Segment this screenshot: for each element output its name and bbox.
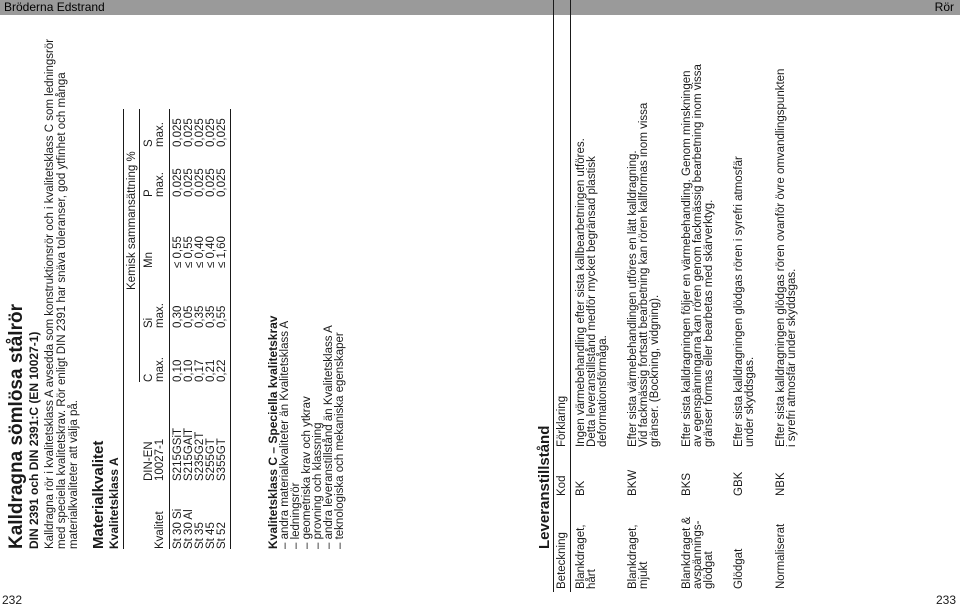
table-cell: 0,10 bbox=[183, 359, 195, 382]
table-cell: S215GAlT bbox=[183, 427, 195, 481]
table-cell: 0,10 bbox=[172, 359, 184, 382]
table-cell: 0,55 bbox=[216, 305, 228, 328]
kod-cell: BKW bbox=[627, 469, 639, 496]
table-cell: 0,025 bbox=[183, 168, 195, 197]
col-header-din-en: DIN-EN bbox=[143, 441, 155, 481]
col-header-c-max: max. bbox=[154, 357, 166, 382]
beteckning-cell: Blankdraget & bbox=[681, 516, 693, 589]
beteckning-cell: avspännings- bbox=[692, 520, 704, 589]
page-header-bar bbox=[0, 0, 960, 15]
table-cell: ≤ 0,55 bbox=[183, 236, 195, 268]
table-cell: St 45 bbox=[205, 522, 217, 549]
forklaring-cell: Efter sista kalldragningen följer en värmebehandling. Genom minskningen bbox=[681, 70, 693, 447]
table-cell: 0,025 bbox=[216, 118, 228, 147]
rotated-document-page bbox=[2, 17, 948, 592]
table-cell: 0,025 bbox=[194, 118, 206, 147]
kod-cell: GBK bbox=[733, 471, 745, 496]
table-cell: 0,35 bbox=[194, 305, 206, 328]
table-cell: 0,17 bbox=[194, 359, 206, 382]
table-cell: St 30 Al bbox=[183, 509, 195, 549]
list-item: – andra materialkvaliteter än Kvalitetsklass A bbox=[279, 320, 291, 549]
table-cell: ≤ 0,40 bbox=[205, 236, 217, 268]
intro-line-3: materialkvaliteter att välja på. bbox=[68, 400, 80, 549]
col-header-kod: Kod bbox=[556, 475, 568, 496]
beteckning-cell: hårt bbox=[586, 569, 598, 589]
table-cell: 0,22 bbox=[216, 359, 228, 382]
forklaring-cell: deformationsförmåga. bbox=[597, 335, 609, 447]
table-cell: S355GT bbox=[216, 438, 228, 481]
table-cell: St 35 bbox=[194, 522, 206, 549]
table-cell: 0,025 bbox=[172, 118, 184, 147]
kvalitetsklass-c-heading: Kvalitetsklass C – Speciella kvalitetskrav bbox=[266, 315, 280, 549]
forklaring-cell: gränser. (Bockning, vidgning). bbox=[649, 294, 661, 447]
forklaring-cell: Efter sista värmebehandlingen utföres en lätt kalldragning. bbox=[627, 150, 639, 447]
col-header-s-max: max. bbox=[154, 122, 166, 147]
leveranstillstand-heading: Leveranstillstånd bbox=[536, 425, 553, 549]
list-item: – ledningsrör bbox=[290, 482, 302, 549]
header-right-text: Rör bbox=[934, 0, 954, 14]
col-header-s: S bbox=[143, 139, 155, 147]
table-cell: ≤ 1,60 bbox=[216, 236, 228, 268]
col-header-beteckning: Beteckning bbox=[556, 532, 568, 589]
materialkvalitet-heading: Materialkvalitet bbox=[90, 440, 107, 549]
intro-line-1: Kalldragna rör i kvalitetsklass A avsedda som konstruktionsrör och i kvalitetsklass C som ledningsrör bbox=[44, 38, 56, 549]
table-cell: 0,21 bbox=[205, 359, 217, 382]
table-bottom-rule bbox=[230, 109, 231, 549]
kod-cell: NBK bbox=[775, 472, 787, 496]
forklaring-cell: Efter sista kalldragningen glödgas rören ovanför övre omvandlingspunkten bbox=[775, 68, 787, 447]
forklaring-cell: Detta leveranstillstånd medför mycket begränsad plastisk bbox=[586, 156, 598, 447]
kod-cell: BKS bbox=[681, 472, 693, 496]
col-header-forklaring: Förklaring bbox=[556, 395, 568, 447]
beteckning-cell: Blankdraget, bbox=[575, 524, 587, 589]
beteckning-cell: Normaliserat bbox=[775, 523, 787, 589]
forklaring-cell: under skyddsgas. bbox=[744, 356, 756, 447]
table-cell: St 30 Si bbox=[172, 508, 184, 549]
col-header-si: Si bbox=[143, 317, 155, 328]
table-cell: 0,025 bbox=[216, 168, 228, 197]
col-header-c: C bbox=[143, 373, 155, 382]
forklaring-cell: i syrefri atmosfär under skyddsgas. bbox=[786, 268, 798, 447]
table-top-rule bbox=[123, 109, 124, 549]
table-cell: 0,025 bbox=[172, 168, 184, 197]
forklaring-cell: Ingen värmebehandling efter sista kallbearbetningen utföres. bbox=[575, 138, 587, 447]
col-header-p-max: max. bbox=[154, 172, 166, 197]
beteckning-cell: Blankdraget, bbox=[627, 524, 639, 589]
forklaring-cell: gränser formas eller bearbetas med skärverktyg. bbox=[703, 199, 715, 447]
page-title: Kalldragna sömlösa stålrör bbox=[6, 304, 27, 549]
list-item: – teknologiska och mekaniska egenskaper bbox=[334, 332, 346, 549]
table-cell: 0,30 bbox=[172, 305, 184, 328]
intro-line-2: med speciella kvalitetskrav. Rör enligt DIN 2391 har snäva toleranser, god ytfinhet och många bbox=[56, 72, 68, 549]
col-header-mn: Mn bbox=[143, 252, 155, 268]
forklaring-cell: Vid fackmässig fortsatt bearbetning kan rören kallformas inom vissa bbox=[638, 102, 650, 447]
col-header-din-en-2: 10027-1 bbox=[154, 438, 166, 481]
forklaring-cell: av egenspänningarna kan rören genom fackmässig bearbetning inom vissa bbox=[692, 64, 704, 447]
kvalitetsklass-a-heading: Kvalitetsklass A bbox=[107, 457, 121, 549]
table-cell: S255GT bbox=[205, 438, 217, 481]
page-subtitle: DIN 2391 och DIN 2391:C (EN 10027-1) bbox=[27, 331, 41, 549]
table-cell: St 52 bbox=[216, 522, 228, 549]
page-number-left: 232 bbox=[2, 593, 23, 607]
leveranstillstand-top-rule bbox=[553, 0, 554, 592]
table-header-rule bbox=[169, 109, 170, 549]
beteckning-cell: mjukt bbox=[638, 561, 650, 589]
table-cell: ≤ 0,40 bbox=[194, 236, 206, 268]
kod-cell: BK bbox=[575, 480, 587, 496]
col-header-p: P bbox=[143, 189, 155, 197]
col-header-kvalitet: Kvalitet bbox=[154, 511, 166, 549]
table-cell: 0,025 bbox=[183, 118, 195, 147]
list-item: – geometriska krav och ytkrav bbox=[301, 396, 313, 549]
table-cell: 0,025 bbox=[194, 168, 206, 197]
forklaring-cell: Efter sista kalldragningen glödgas rören i syrefri atmosfär bbox=[733, 156, 745, 447]
list-item: – andra leveranstillstånd än Kvalitetsklass A bbox=[323, 325, 335, 549]
table-cell: 0,025 bbox=[205, 118, 217, 147]
list-item: – provning och klassning bbox=[312, 422, 324, 549]
group-header-rule bbox=[139, 109, 140, 382]
table-cell: 0,35 bbox=[205, 305, 217, 328]
page-number-right: 233 bbox=[935, 593, 956, 607]
header-left-text: Bröderna Edstrand bbox=[4, 0, 105, 14]
group-header: Kemisk sammansättning % bbox=[126, 151, 138, 290]
table-cell: S215GSiT bbox=[172, 427, 184, 481]
table-cell: 0,025 bbox=[205, 168, 217, 197]
leveranstillstand-header-rule bbox=[570, 0, 571, 592]
table-cell: ≤ 0,55 bbox=[172, 236, 184, 268]
col-header-si-max: max. bbox=[154, 303, 166, 328]
beteckning-cell: Glödgat bbox=[733, 548, 745, 589]
table-cell: S235G2T bbox=[194, 431, 206, 481]
beteckning-cell: glödgat bbox=[703, 551, 715, 589]
table-cell: 0,05 bbox=[183, 305, 195, 328]
